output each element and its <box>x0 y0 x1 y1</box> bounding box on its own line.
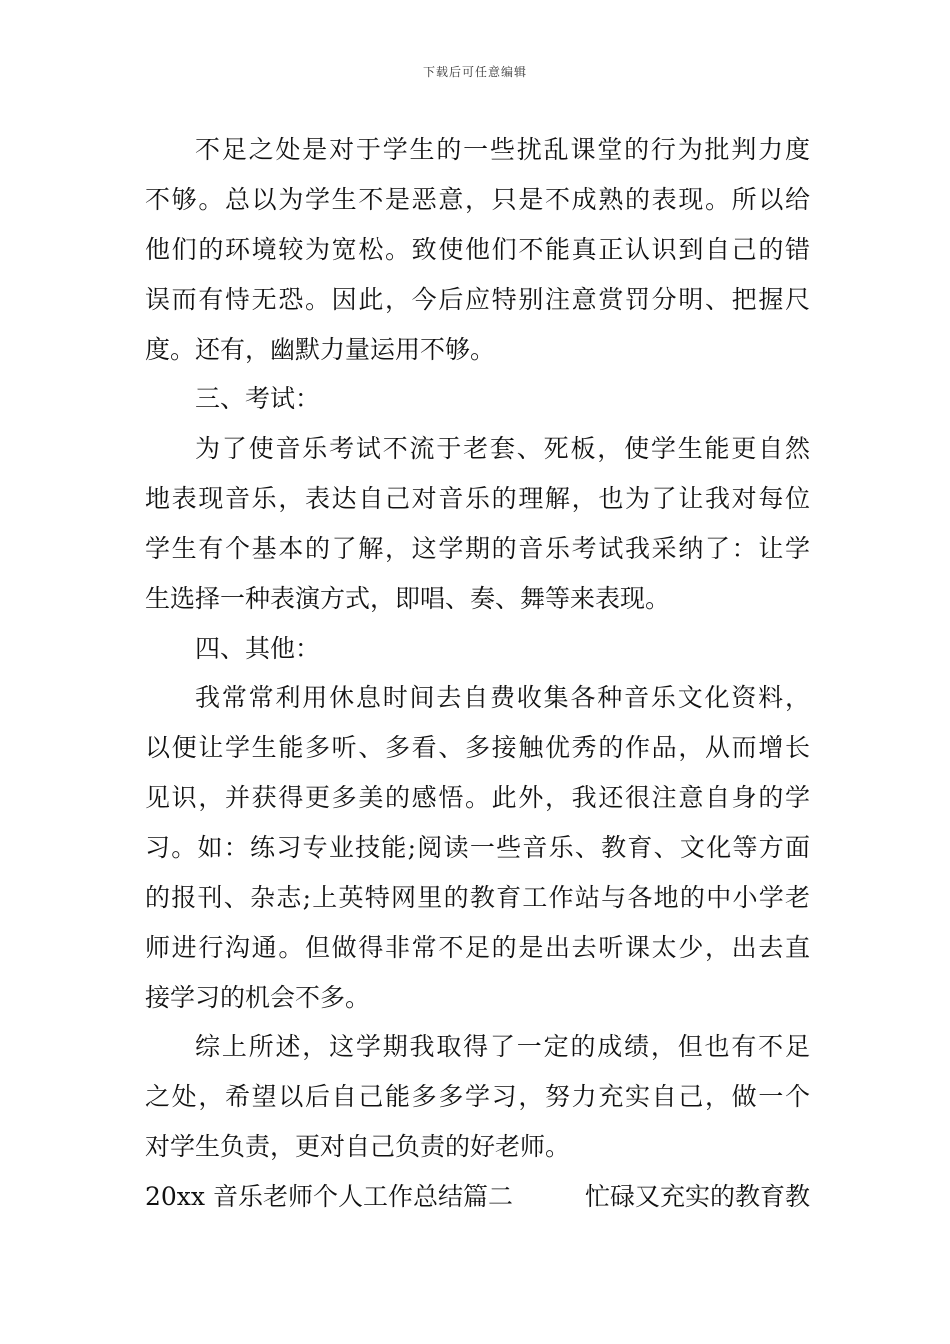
body-line: 地表现音乐，表达自己对音乐的理解，也为了让我对每位 <box>145 484 810 513</box>
next-article-opening: 忙碌又充实的教育教 <box>584 1182 810 1211</box>
section-heading: 四、其他： <box>195 634 321 663</box>
section-heading: 三、考试： <box>195 384 321 413</box>
body-line: 他们的环境较为宽松。致使他们不能真正认识到自己的错 <box>145 235 810 264</box>
body-line: 见识，并获得更多美的感悟。此外，我还很注意自身的学 <box>145 783 810 812</box>
next-article-title: 20xx 音乐老师个人工作总结篇二 <box>145 1182 513 1211</box>
body-line: 的报刊、杂志;上英特网里的教育工作站与各地的中小学老 <box>145 883 810 912</box>
body-line: 综上所述，这学期我取得了一定的成绩，但也有不足 <box>195 1032 810 1061</box>
body-line: 生选择一种表演方式，即唱、奏、舞等来表现。 <box>145 584 671 613</box>
body-line: 习。如：练习专业技能;阅读一些音乐、教育、文化等方面 <box>145 833 810 862</box>
body-line: 接学习的机会不多。 <box>145 983 371 1012</box>
body-line: 误而有恃无恐。因此，今后应特别注意赏罚分明、把握尺 <box>145 285 810 314</box>
next-article-line <box>145 1180 810 1214</box>
body-line: 以便让学生能多听、多看、多接触优秀的作品，从而增长 <box>145 733 810 762</box>
body-line: 为了使音乐考试不流于老套、死板，使学生能更自然 <box>195 434 810 463</box>
body-line: 师进行沟通。但做得非常不足的是出去听课太少，出去直 <box>145 933 810 962</box>
body-line: 度。还有，幽默力量运用不够。 <box>145 335 496 364</box>
body-line: 对学生负责，更对自己负责的好老师。 <box>145 1132 571 1161</box>
page-header: 下载后可任意编辑 <box>422 65 527 79</box>
body-line: 学生有个基本的了解，这学期的音乐考试我采纳了：让学 <box>145 534 810 563</box>
body-line: 之处，希望以后自己能多多学习，努力充实自己，做一个 <box>145 1082 810 1111</box>
body-line: 不足之处是对于学生的一些扰乱课堂的行为批判力度 <box>195 135 810 164</box>
body-line: 我常常利用休息时间去自费收集各种音乐文化资料， <box>195 683 810 712</box>
body-line: 不够。总以为学生不是恶意，只是不成熟的表现。所以给 <box>145 185 810 214</box>
